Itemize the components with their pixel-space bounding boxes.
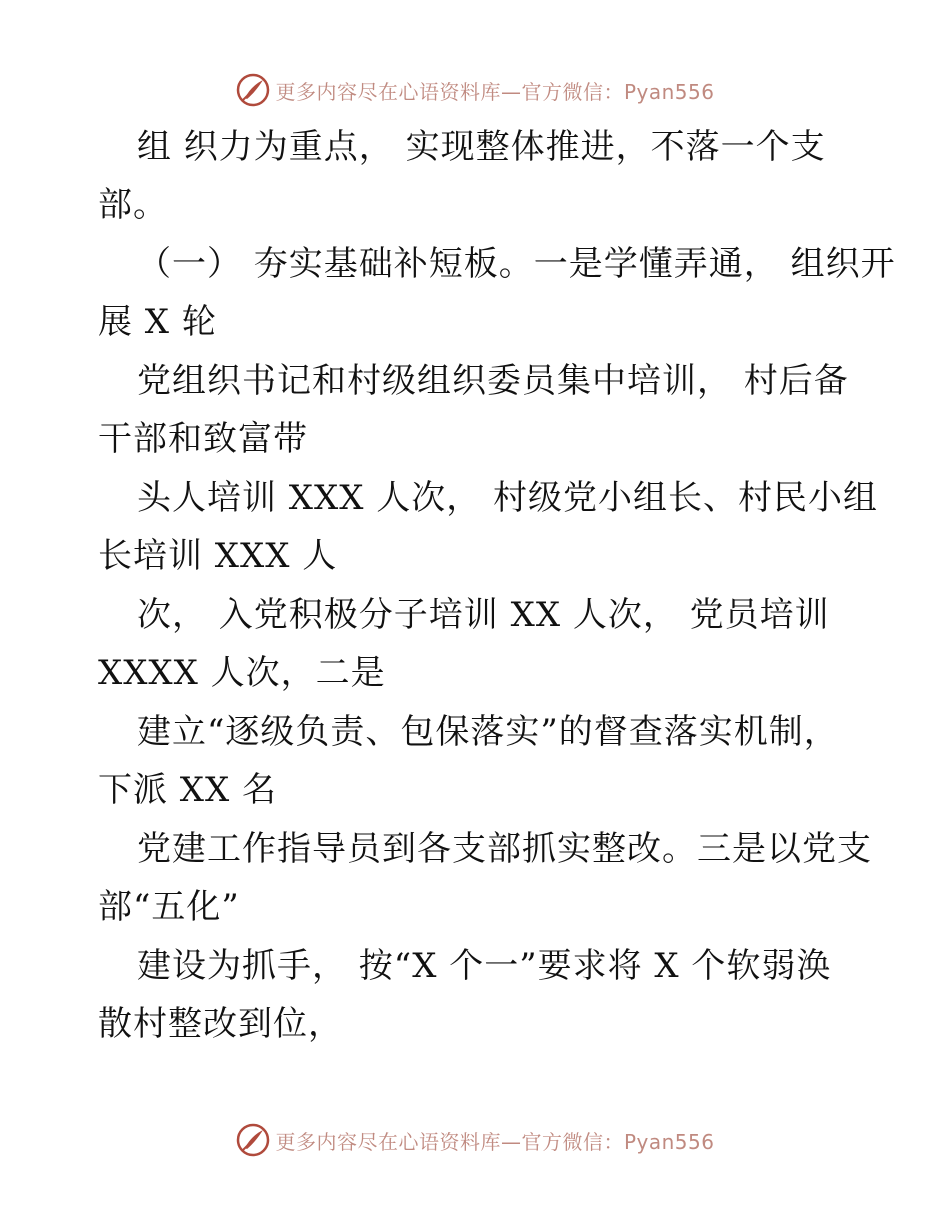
text-line: 党组织书记和村级组织委员集中培训， 村后备 [137,361,849,401]
text-line: 长培训 XXX 人 [98,536,338,576]
text-line: 头人培训 XXX 人次， 村级党小组长、村民小组 [137,478,879,518]
text-line: 展 X 轮 [98,302,217,342]
text-line: 组 织力为重点， 实现整体推进，不落一个支 [137,127,826,167]
text-line: 建立“逐级负责、包保落实”的督查落实机制， [137,712,839,752]
watermark-text: 更多内容尽在心语资料库—官方微信：Pyan556 [275,79,715,104]
feather-pen-logo-icon [235,1122,271,1158]
text-line: 党建工作指导员到各支部抓实整改。三是以党支 [137,829,872,869]
text-line: XXXX 人次，二是 [98,653,386,693]
text-line: 部“五化” [98,887,240,927]
text-line: 下派 XX 名 [98,770,278,810]
text-line: 次， 入党积极分子培训 XX 人次， 党员培训 [137,595,830,635]
text-line: 部。 [98,185,168,225]
text-line: （一） 夯实基础补短板。一是学懂弄通， 组织开 [137,244,896,284]
text-line: 散村整改到位， [98,1004,343,1044]
watermark-text: 更多内容尽在心语资料库—官方微信：Pyan556 [275,1129,715,1154]
text-line: 干部和致富带 [98,419,308,459]
footer-watermark [0,1120,950,1160]
text-line: 建设为抓手， 按“X 个一”要求将 X 个软弱涣 [137,946,832,986]
